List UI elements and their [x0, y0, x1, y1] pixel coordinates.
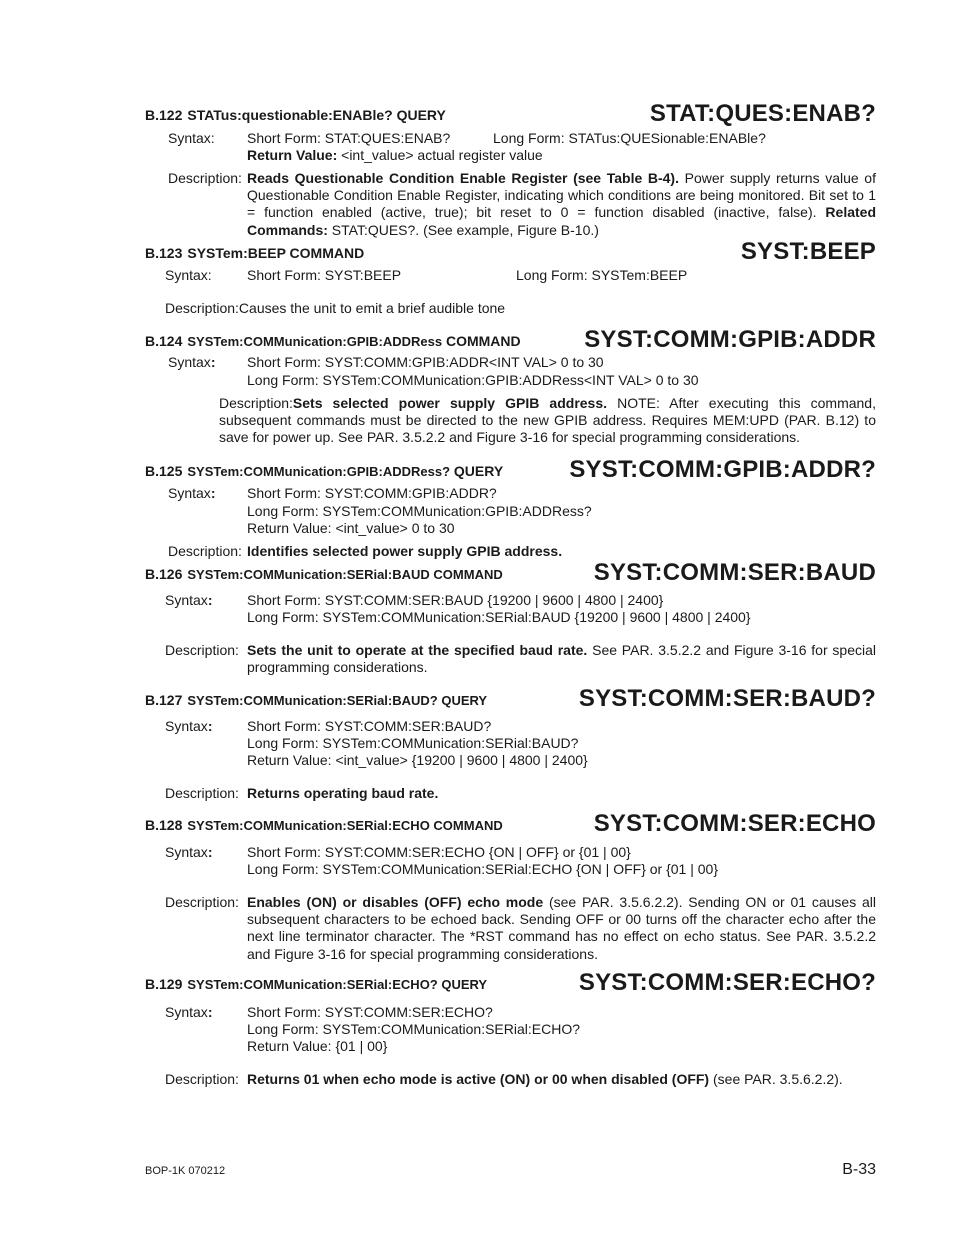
section-header-b126	[145, 555, 876, 587]
long-form: Long Form: STATus:QUESionable:ENABle?	[493, 130, 766, 146]
return-value: Return Value: {01 | 00}	[247, 1038, 388, 1054]
description-label: Description:	[165, 785, 239, 801]
section-mnemonic: SYST:COMM:SER:BAUD	[593, 559, 876, 586]
syntax-label: Syntax:	[165, 844, 213, 860]
syntax-label: Syntax:	[168, 354, 216, 370]
description-text: Returns 01 when echo mode is active (ON) or 00 when disabled (OFF) (see PAR. 3.5.6.2.2).	[247, 1071, 843, 1087]
long-form: Long Form: SYSTem:COMMunication:SERial:ECHO?	[247, 1021, 580, 1037]
description-text: Sets the unit to operate at the specified baud rate. See PAR. 3.5.2.2 and Figure 3-16 for special programming considerations.	[247, 642, 876, 676]
section-mnemonic: SYST:BEEP	[740, 238, 876, 265]
section-title: B.125 SYSTem:COMMunication:GPIB:ADDRess? QUERY	[145, 463, 504, 479]
description-text: Description:Sets selected power supply GPIB address. NOTE: After executing this command, subsequent commands must be directed to the new GPIB address. Requires MEM:UPD (PAR. B.12) to save for power up. See PAR. 3.5.2.2 and Figure 3-16 for special programming considerations.	[219, 395, 876, 446]
short-form: Short Form: SYST:BEEP	[247, 267, 402, 283]
section-title: B.124 SYSTem:COMMunication:GPIB:ADDRess COMMAND	[145, 333, 521, 349]
description-label: Description:	[165, 642, 239, 658]
syntax-label: Syntax:	[165, 592, 213, 608]
section-mnemonic: SYST:COMM:SER:BAUD?	[578, 685, 876, 712]
description-label: Description:	[165, 894, 239, 910]
page-number: B-33	[842, 1161, 876, 1178]
section-header-b125	[145, 452, 876, 484]
long-form: Long Form: SYSTem:COMMunication:SERial:BAUD {19200 | 9600 | 4800 | 2400}	[247, 609, 751, 625]
short-form: Short Form: SYST:COMM:GPIB:ADDR<INT VAL> 0 to 30	[247, 354, 604, 370]
section-title: B.122 STATus:questionable:ENABle? QUERY	[145, 107, 446, 123]
section-mnemonic: SYST:COMM:SER:ECHO	[593, 810, 876, 837]
return-value: Return Value: <int_value> 0 to 30	[247, 520, 455, 536]
short-form: Short Form: SYST:COMM:SER:ECHO {ON | OFF} or {01 | 00}	[247, 844, 631, 860]
description-label: Description:	[165, 1071, 239, 1087]
long-form: Long Form: SYSTem:COMMunication:SERial:ECHO {ON | OFF} or {01 | 00}	[247, 861, 719, 877]
syntax-label: Syntax:	[168, 485, 216, 501]
short-form: Short Form: SYST:COMM:SER:BAUD {19200 | 9600 | 4800 | 2400}	[247, 592, 664, 608]
return-value: Return Value: <int_value> {19200 | 9600 | 4800 | 2400}	[247, 752, 588, 768]
section-mnemonic: STAT:QUES:ENAB?	[649, 100, 876, 127]
description-text: Returns operating baud rate.	[247, 785, 439, 801]
section-header-b124	[145, 322, 876, 354]
description-text: Identifies selected power supply GPIB address.	[247, 543, 563, 559]
description-label: Description:	[168, 170, 242, 186]
long-form: Long Form: SYSTem:COMMunication:GPIB:ADDRess?	[247, 503, 592, 519]
short-form: Short Form: SYST:COMM:GPIB:ADDR?	[247, 485, 497, 501]
short-form: Short Form: SYST:COMM:SER:ECHO?	[247, 1004, 493, 1020]
section-mnemonic: SYST:COMM:GPIB:ADDR	[584, 326, 876, 353]
long-form: Long Form: SYSTem:COMMunication:GPIB:ADDRess<INT VAL> 0 to 30	[247, 372, 699, 388]
section-header-b123	[145, 234, 876, 266]
description-text: Description:Causes the unit to emit a brief audible tone	[165, 300, 506, 316]
description-text: Reads Questionable Condition Enable Register (see Table B-4). Power supply returns value of Questionable Condition Enable Register, indicating which conditions are being monitored. Bit set to 1 = function enabled (active, true); bit reset to 0 = function disabled (inactive, false). Related Commands: STAT:QUES?. (See example, Figure B-10.)	[247, 170, 876, 238]
section-title: B.126 SYSTem:COMMunication:SERial:BAUD COMMAND	[145, 566, 503, 582]
short-form: Short Form: SYST:COMM:SER:BAUD?	[247, 718, 492, 734]
description-label: Description:	[168, 543, 242, 559]
section-title: B.129 SYSTem:COMMunication:SERial:ECHO? QUERY	[145, 976, 488, 992]
section-mnemonic: SYST:COMM:GPIB:ADDR?	[569, 456, 876, 483]
syntax-label: Syntax:	[165, 1004, 213, 1020]
section-mnemonic: SYST:COMM:SER:ECHO?	[578, 969, 876, 996]
section-header-b122	[145, 96, 876, 128]
long-form: Long Form: SYSTem:COMMunication:SERial:BAUD?	[247, 735, 579, 751]
section-header-b127	[145, 681, 876, 713]
return-value: Return Value: <int_value> actual register value	[247, 147, 543, 163]
syntax-label: Syntax:	[165, 267, 212, 283]
section-header-b128	[145, 806, 876, 838]
footer-doc-id: BOP-1K 070212	[145, 1165, 226, 1177]
syntax-label: Syntax:	[168, 130, 215, 146]
section-title: B.127 SYSTem:COMMunication:SERial:BAUD? QUERY	[145, 692, 488, 708]
description-text: Enables (ON) or disables (OFF) echo mode (see PAR. 3.5.6.2.2). Sending ON or 01 causes all subsequent characters to be echoed back. Sending OFF or 00 turns off the character echo after the next line terminator character. The *RST command has no effect on echo status. See PAR. 3.5.2.2 and Figure 3-16 for special programming considerations.	[247, 894, 876, 962]
section-header-b129	[145, 965, 876, 997]
syntax-label: Syntax:	[165, 718, 213, 734]
short-form: Short Form: STAT:QUES:ENAB?	[247, 130, 451, 146]
long-form: Long Form: SYSTem:BEEP	[516, 267, 688, 283]
section-title: B.123 SYSTem:BEEP COMMAND	[145, 245, 365, 261]
section-title: B.128 SYSTem:COMMunication:SERial:ECHO COMMAND	[145, 817, 503, 833]
